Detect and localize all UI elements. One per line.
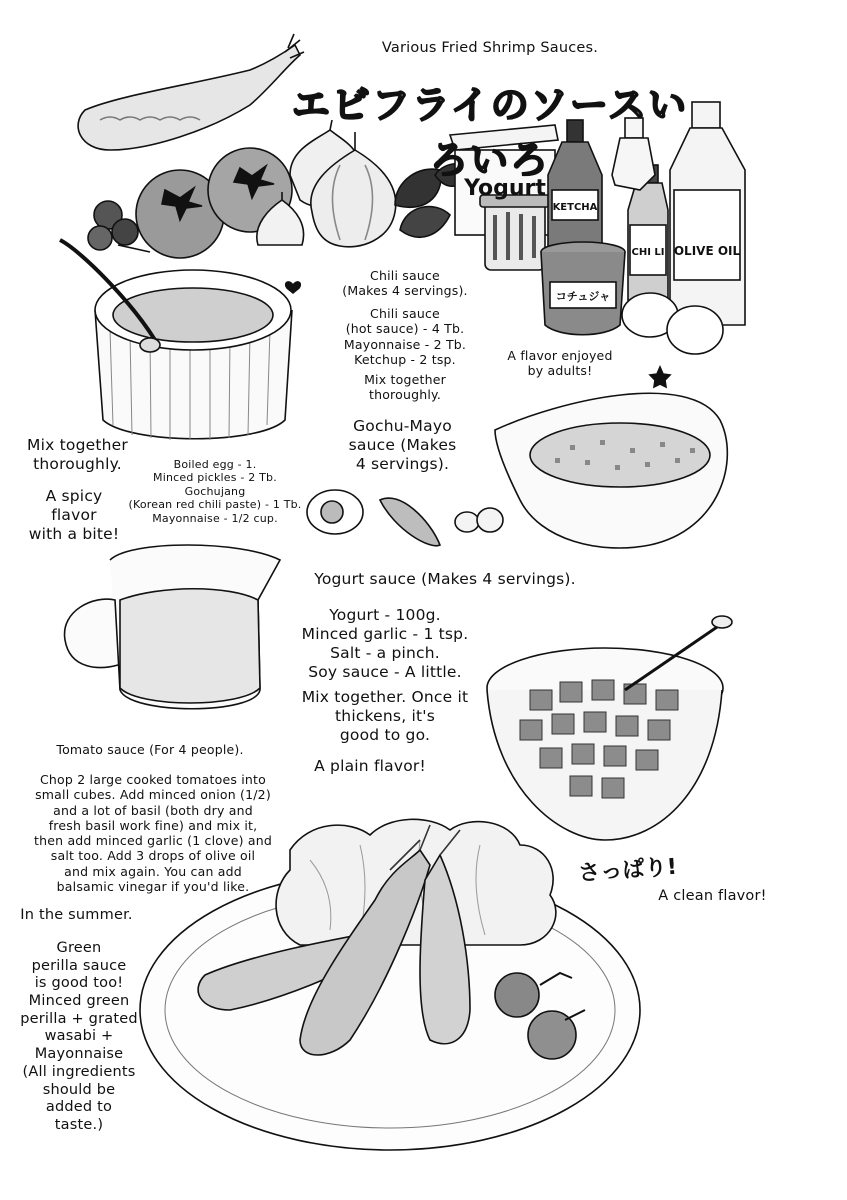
ketchup-label: KETCHA xyxy=(552,202,598,213)
pickle-jar-icon xyxy=(480,195,550,270)
yogurt-sauce-tagline: A plain flavor! xyxy=(314,757,426,775)
boiled-egg-half-icon xyxy=(307,490,363,534)
glass-bowl-icon xyxy=(487,616,732,840)
perilla-heading: In the summer. xyxy=(20,907,133,923)
garlic-clove-icon xyxy=(455,508,503,532)
tomato-sauce-tagline: A clean flavor! xyxy=(658,888,767,904)
yogurt-sauce-title: Yogurt sauce (Makes 4 servings). xyxy=(314,570,576,588)
gochu-mayo-tagline: A spicy flavor with a bite! xyxy=(28,487,120,543)
gochu-mayo-title: Gochu-Mayo sauce (Makes 4 servings). xyxy=(348,417,457,473)
page-title-jp: エビフライのソースいろいろ xyxy=(291,83,689,182)
fried-shrimp-top-icon xyxy=(78,34,304,150)
page-title-en: Various Fried Shrimp Sauces. xyxy=(381,40,599,56)
yogurt-sauce-method: Mix together. Once it thickens, it's good to go. xyxy=(301,688,469,744)
gochujang-label: コチュジャ xyxy=(555,290,611,303)
tomato-sauce-title: Tomato sauce (For 4 people). xyxy=(56,742,244,757)
star-icon xyxy=(650,367,670,387)
gochu-mayo-ingredients: Boiled egg - 1. Minced pickles - 2 Tb. Gochujang (Korean red chili paste) - 1 Tb. Mayonnaise - 1/2 cup. xyxy=(128,458,302,525)
perilla-body: Green perilla sauce is good too! Minced green perilla + grated wasabi + Mayonnaise (All ingredients should be added to taste.) xyxy=(20,940,138,1133)
chili-sauce-tagline: A flavor enjoyed by adults! xyxy=(507,348,613,379)
pitcher-icon xyxy=(65,545,280,709)
tomato-sauce-method: Chop 2 large cooked tomatoes into small cubes. Add minced onion (1/2) and a lot of basil (both dry and fresh basil work fine) and mix it, then add minced garlic (1 clove) and salt too. Add 3 drops of olive oil and mix again. You can add balsamic vinegar if you'd like. xyxy=(34,772,272,894)
sfx-sappari: さっぱり! xyxy=(577,854,678,887)
gochu-mayo-method: Mix together thoroughly. xyxy=(27,436,128,473)
olive-oil-label: OLIVE OIL xyxy=(673,244,741,258)
heart-icon xyxy=(286,282,301,293)
yogurt-label: Yogurt xyxy=(464,176,546,201)
chili-sauce-title: Chili sauce (Makes 4 servings). xyxy=(342,268,468,299)
gochujang-tub-icon xyxy=(541,242,625,335)
chili-sauce-method: Mix together thoroughly. xyxy=(364,372,446,403)
pickle-icon xyxy=(380,498,440,546)
yogurt-sauce-ingredients: Yogurt - 100g. Minced garlic - 1 tsp. Salt - a pinch. Soy sauce - A little. xyxy=(301,606,469,681)
chili-label: CHI LI xyxy=(631,247,665,258)
sauce-boat-icon xyxy=(495,393,727,548)
chili-sauce-ingredients: Chili sauce (hot sauce) - 4 Tb. Mayonnaise - 2 Tb. Ketchup - 2 tsp. xyxy=(343,306,467,367)
ramekin-bowl-icon xyxy=(60,240,292,440)
